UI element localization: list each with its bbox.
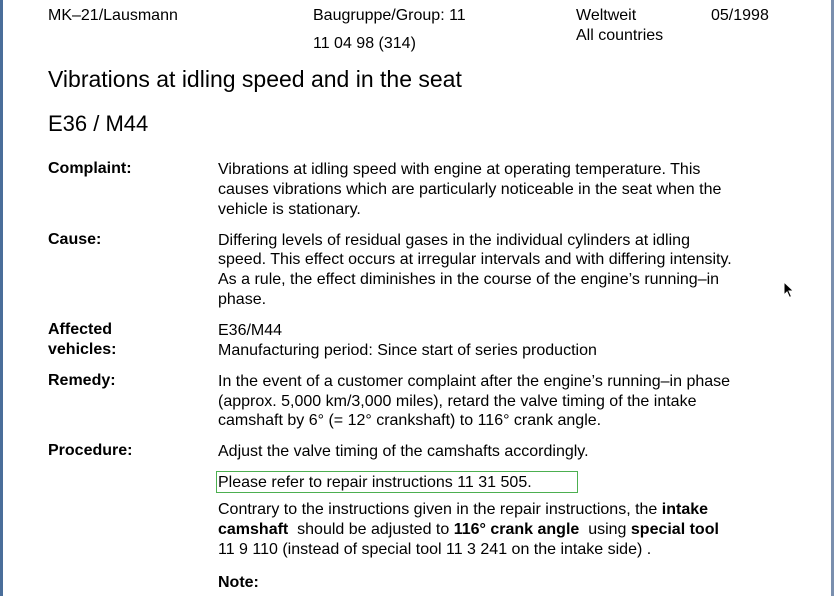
procedure-paragraph-line-2: [218, 520, 719, 540]
affected-label-line-1: Affected: [48, 321, 113, 338]
remedy-line-2: (approx. 5,000 km/3,000 miles), retard the valve timing of the intake: [218, 393, 697, 410]
procedure-text-2: should be adjusted to: [288, 521, 454, 538]
cause-line-1: Differing levels of residual gases in the individual cylinders at idling: [218, 232, 690, 249]
affected-label-line-2: vehicles:: [48, 341, 117, 358]
procedure-paragraph-line-1: [218, 500, 708, 520]
cause-line-3: As a rule, the effect diminishes in the course of the engine’s running–in: [218, 271, 720, 288]
complaint-line-1: Vibrations at idling speed with engine at operating temperature. This: [218, 161, 701, 178]
page-title: Vibrations at idling speed and in the seat: [48, 66, 462, 92]
procedure-bold-camshaft: camshaft: [218, 521, 289, 538]
group-label: Baugruppe/Group: 11: [313, 7, 466, 24]
procedure-bold-crank-angle: 116° crank angle: [453, 521, 580, 538]
procedure-label: Procedure:: [48, 442, 133, 459]
remedy-line-3: camshaft by 6° (= 12° crankshaft) to 116° crank angle.: [218, 412, 602, 429]
complaint-label: Complaint:: [48, 160, 132, 177]
model-designation: E36 / M44: [48, 111, 149, 136]
procedure-bold-intake: intake: [661, 501, 709, 518]
affected-line-1: E36/M44: [218, 322, 283, 339]
cause-label: Cause:: [48, 231, 102, 248]
procedure-bold-special-tool: special tool: [630, 521, 719, 538]
procedure-text-3: using: [579, 521, 631, 538]
cause-line-2: speed. This effect occurs at irregular intervals and with differing intensity.: [218, 251, 732, 268]
remedy-label: Remedy:: [48, 372, 116, 389]
left-window-border: [0, 0, 3, 596]
repair-instructions-link[interactable]: Please refer to repair instructions 11 31 505.: [218, 474, 532, 491]
remedy-line-1: In the event of a customer complaint after the engine’s running–in phase: [218, 373, 731, 390]
region-english: All countries: [576, 27, 664, 44]
document-number: 11 04 98 (314): [313, 35, 416, 52]
procedure-line-1: Adjust the valve timing of the camshafts accordingly.: [218, 443, 589, 460]
complaint-line-2: causes vibrations which are particularly noticeable in the seat when the: [218, 181, 722, 198]
issue-date: 05/1998: [711, 7, 769, 24]
mouse-pointer-icon: [783, 281, 795, 304]
procedure-paragraph-line-3: 11 9 110 (instead of special tool 11 3 241 on the intake side) .: [218, 541, 652, 558]
author-code: MK–21/Lausmann: [48, 7, 178, 24]
cause-line-4: phase.: [218, 291, 267, 308]
note-label: Note:: [218, 574, 259, 591]
region-german: Weltweit: [576, 7, 637, 24]
complaint-line-3: vehicle is stationary.: [218, 201, 361, 218]
affected-line-2: Manufacturing period: Since start of series production: [218, 342, 597, 359]
procedure-text-1: Contrary to the instructions given in the repair instructions, the: [218, 501, 662, 518]
